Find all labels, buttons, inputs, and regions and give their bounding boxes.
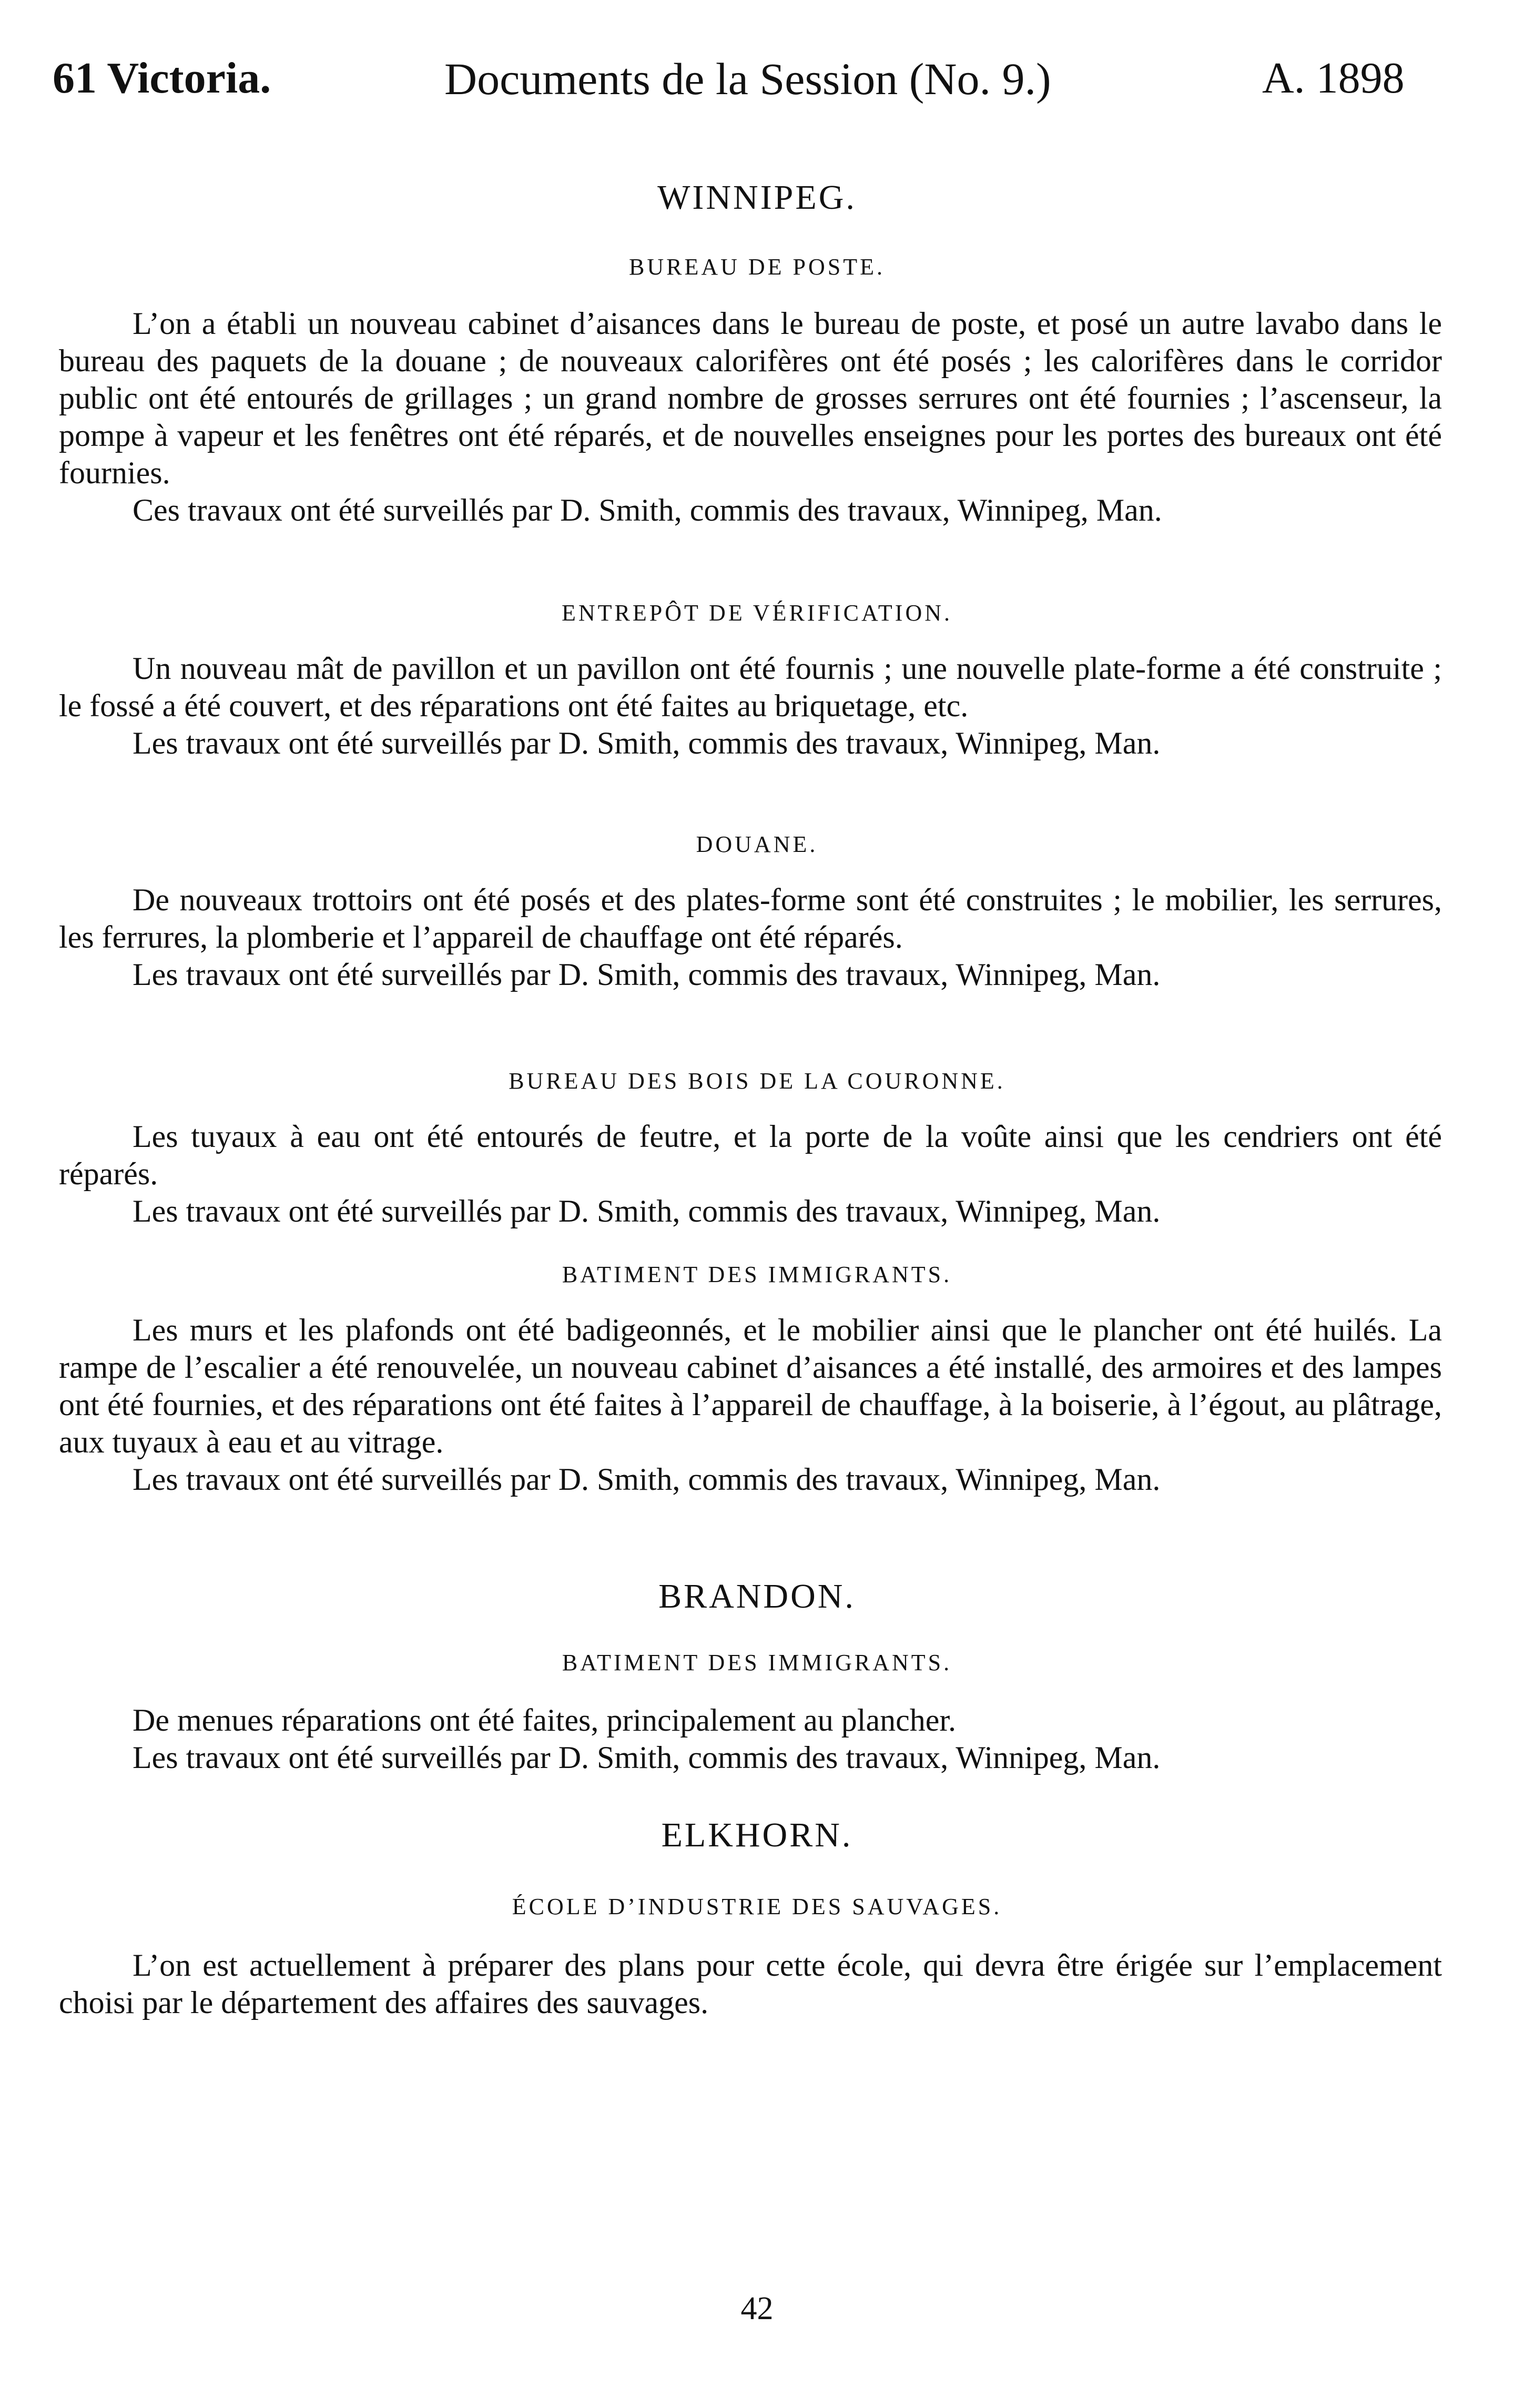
paragraph-body: Un nouveau mât de pavillon et un pavillon ont été fournis ; une nouvelle plate-forme a été construite ; le fossé a été couvert, et des réparations ont été faites au briquetage, etc. bbox=[59, 651, 1442, 723]
subheading-batiment-des-immigrants: BATIMENT DES IMMIGRANTS. bbox=[562, 1262, 952, 1287]
supervision-note: Les travaux ont été surveillés par D. Smith, commis des travaux, Winnipeg, Man. bbox=[133, 726, 1161, 760]
paragraph-body: L’on est actuellement à préparer des plans pour cette école, qui devra être érigée sur l’emplacement choisi par le département des affaires des sauvages. bbox=[59, 1948, 1442, 2020]
paragraph-elkhorn bbox=[59, 1947, 1442, 2021]
subheading-brandon-batiment-des-immigrants: BATIMENT DES IMMIGRANTS. bbox=[562, 1650, 952, 1675]
header-year: A. 1898 bbox=[1262, 54, 1405, 103]
paragraph-brandon bbox=[59, 1702, 1442, 1776]
running-header bbox=[0, 53, 1514, 116]
header-document-title: Documents de la Session (No. 9.) bbox=[444, 54, 1051, 104]
subheading-entrepot-de-verification: ENTREPÔT DE VÉRIFICATION. bbox=[561, 600, 953, 626]
paragraph-douane bbox=[59, 881, 1442, 993]
subheading-bureau-des-bois-de-la-couronne: BUREAU DES BOIS DE LA COURONNE. bbox=[509, 1068, 1005, 1094]
paragraph-body: L’on a établi un nouveau cabinet d’aisances dans le bureau de poste, et posé un autre lavabo dans le bureau des paquets de la douane ; de nouveaux calorifères ont été posés ; les calorifères dans le corridor public ont été entourés de grillages ; un grand nombre de grosses serrures ont été fournies ; l’ascenseur, la pompe à vapeur et les fenêtres ont été réparés, et de nouvelles enseignes pour les portes des bureaux ont été fournies. bbox=[59, 306, 1442, 490]
supervision-note: Les travaux ont été surveillés par D. Smith, commis des travaux, Winnipeg, Man. bbox=[133, 1462, 1161, 1497]
supervision-note: Ces travaux ont été surveillés par D. Smith, commis des travaux, Winnipeg, Man. bbox=[133, 493, 1162, 527]
paragraph-body: Les tuyaux à eau ont été entourés de feutre, et la porte de la voûte ainsi que les cendriers ont été réparés. bbox=[59, 1119, 1442, 1191]
paragraph-batiment-des-immigrants bbox=[59, 1312, 1442, 1498]
header-session-year: 61 Victoria. bbox=[53, 54, 271, 103]
paragraph-body: Les murs et les plafonds ont été badigeonnés, et le mobilier ainsi que le plancher ont été huilés. La rampe de l’escalier a été renouvelée, un nouveau cabinet d’aisances a été installé, des armoires et des lampes ont été fournies, et des réparations ont été faites à l’appareil de chauffage, à la boiserie, à l’égout, au plâtrage, aux tuyaux à eau et au vitrage. bbox=[59, 1313, 1442, 1459]
subheading-douane: DOUANE. bbox=[696, 831, 818, 857]
paragraph-body: De menues réparations ont été faites, principalement au plancher. bbox=[133, 1703, 957, 1738]
supervision-note: Les travaux ont été surveillés par D. Smith, commis des travaux, Winnipeg, Man. bbox=[133, 1194, 1161, 1228]
paragraph-bureau-des-bois bbox=[59, 1118, 1442, 1230]
place-heading-elkhorn: ELKHORN. bbox=[661, 1816, 853, 1854]
place-heading-brandon: BRANDON. bbox=[658, 1577, 856, 1616]
supervision-note: Les travaux ont été surveillés par D. Smith, commis des travaux, Winnipeg, Man. bbox=[133, 1740, 1161, 1775]
place-heading-winnipeg: WINNIPEG. bbox=[657, 178, 857, 217]
paragraph-entrepot-de-verification bbox=[59, 650, 1442, 762]
paragraph-bureau-de-poste bbox=[59, 305, 1442, 529]
supervision-note: Les travaux ont été surveillés par D. Smith, commis des travaux, Winnipeg, Man. bbox=[133, 957, 1161, 992]
subheading-bureau-de-poste: BUREAU DE POSTE. bbox=[628, 254, 886, 280]
paragraph-body: De nouveaux trottoirs ont été posés et des plates-forme sont été construites ; le mobilier, les serrures, les ferrures, la plomberie et l’appareil de chauffage ont été réparés. bbox=[59, 882, 1442, 954]
subheading-ecole-d-industrie-des-sauvages: ÉCOLE D’INDUSTRIE DES SAUVAGES. bbox=[512, 1894, 1002, 1919]
page-number: 42 bbox=[740, 2291, 774, 2326]
